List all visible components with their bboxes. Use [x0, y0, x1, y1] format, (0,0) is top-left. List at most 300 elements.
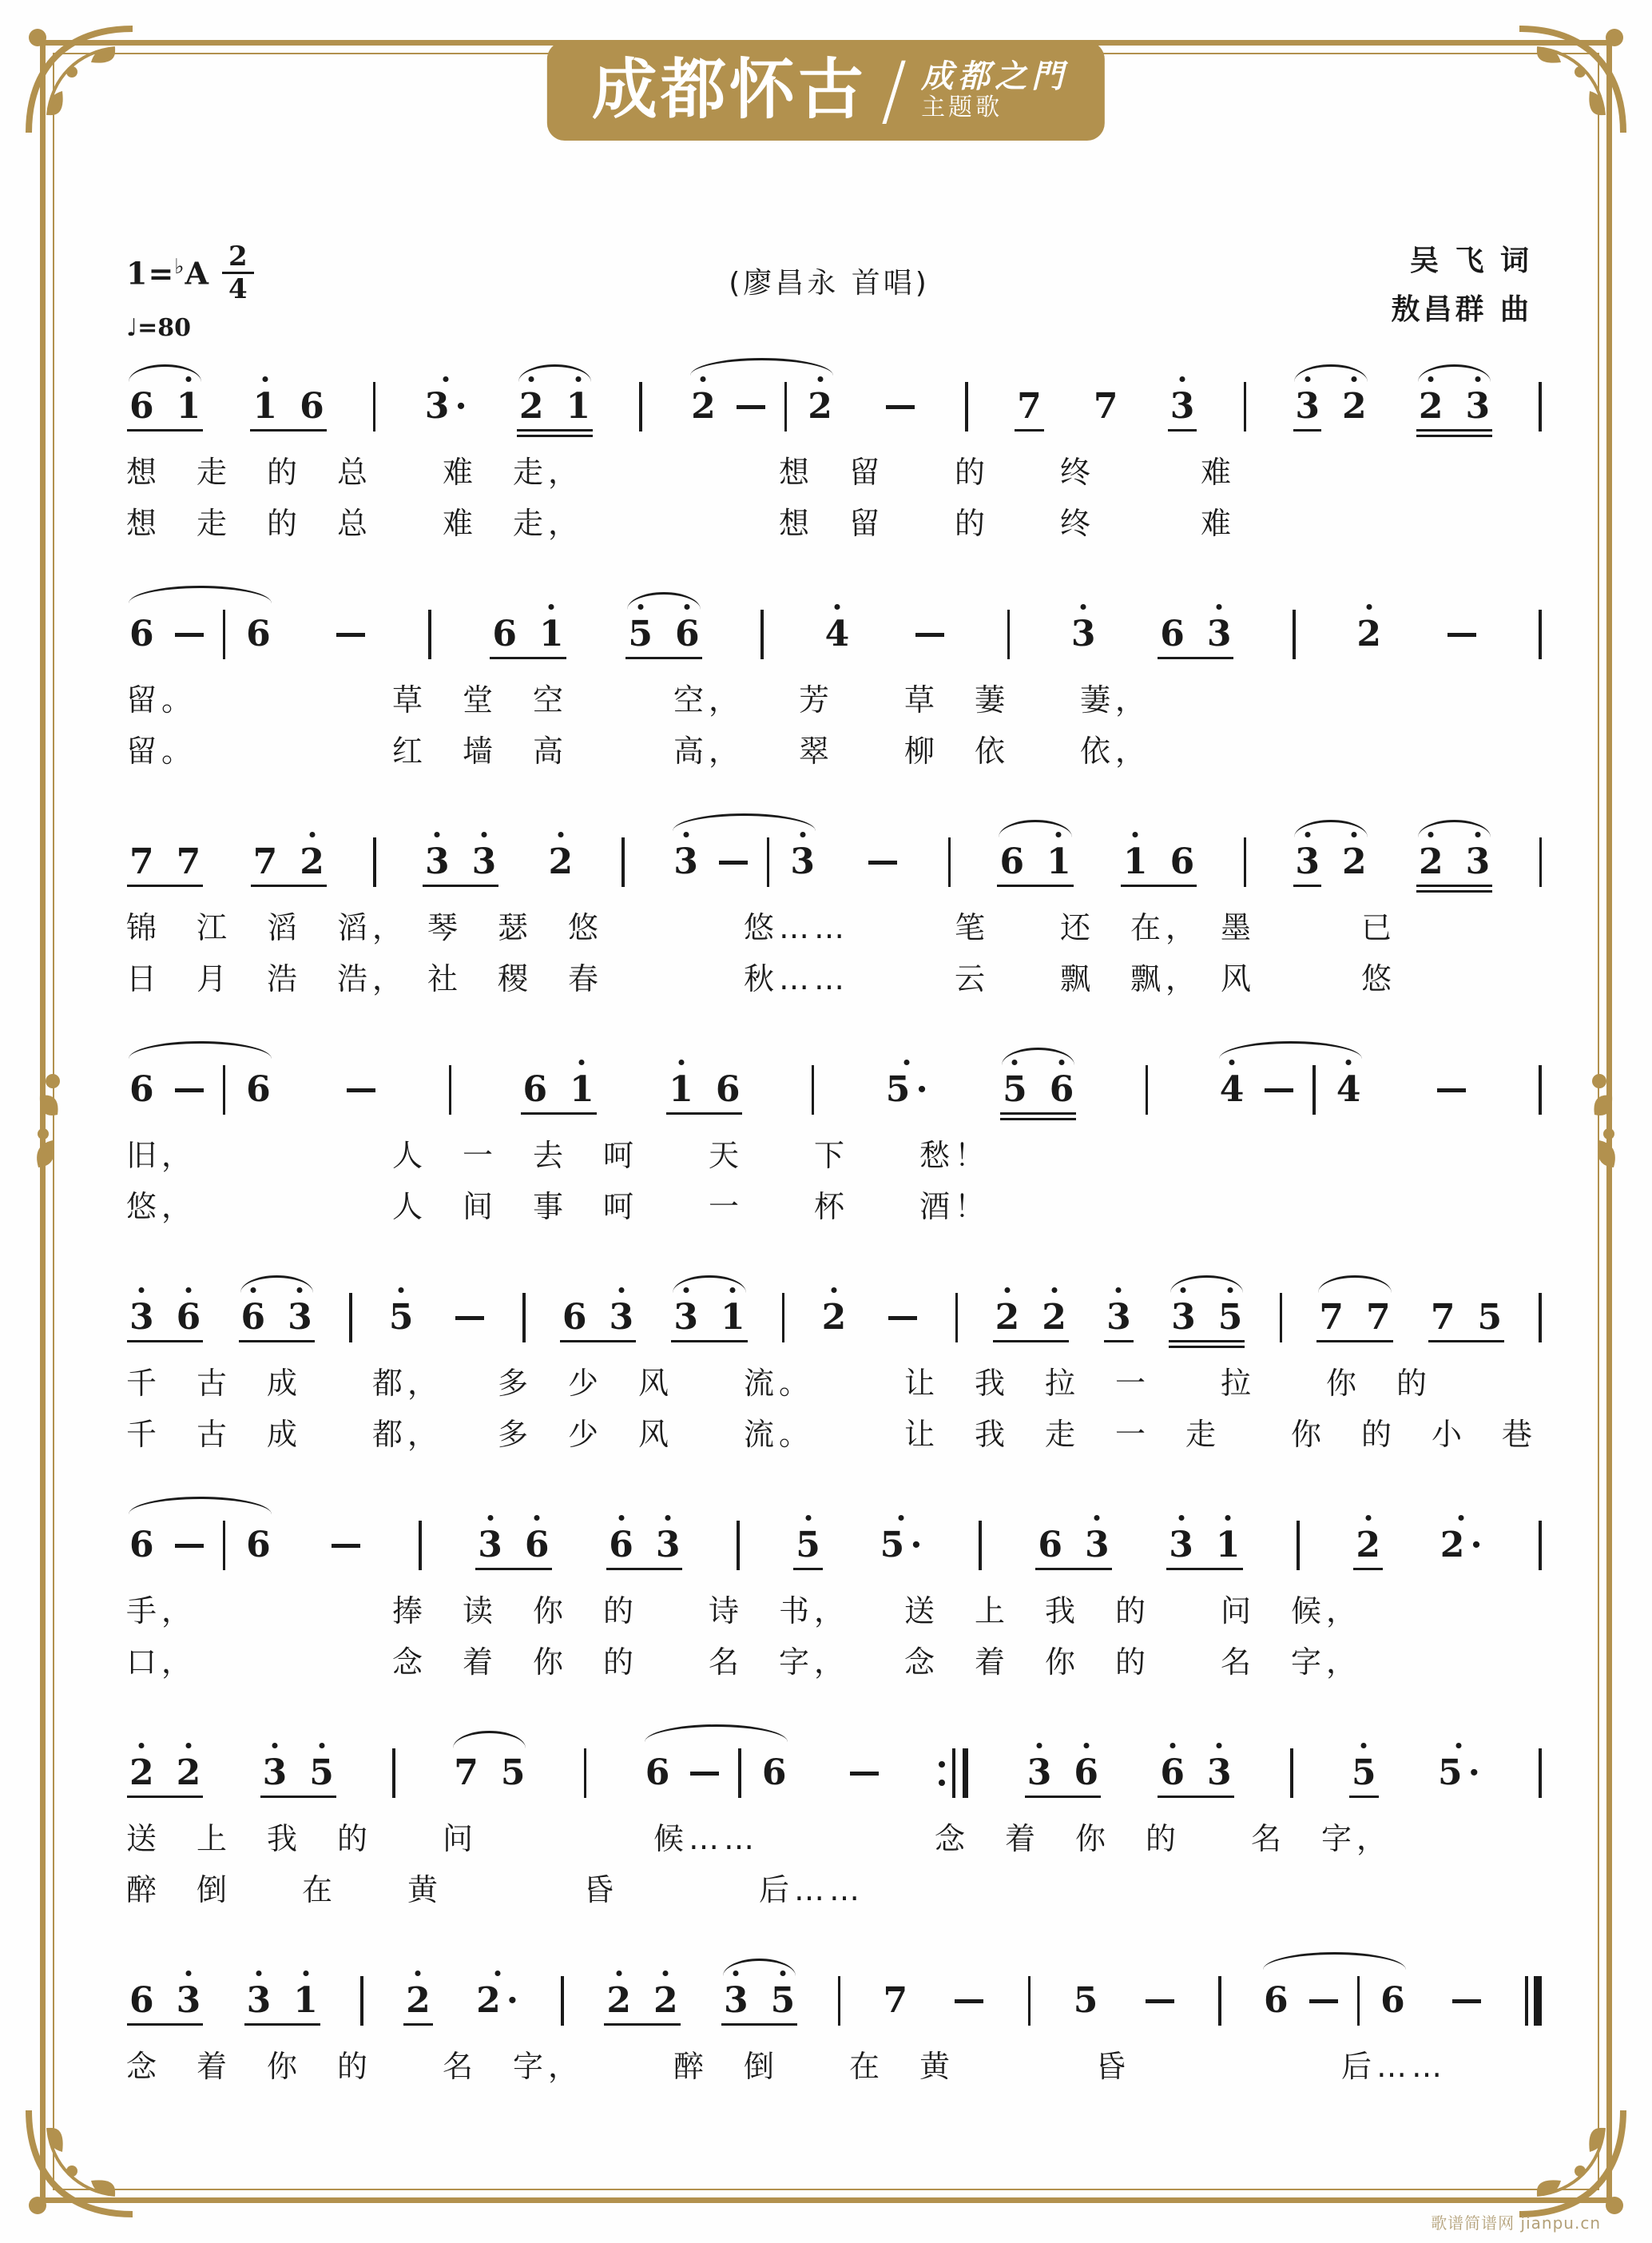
- octave-dot: [800, 832, 805, 837]
- note: 2: [1340, 388, 1368, 425]
- lyric-line-2: 日 月 浩 浩， 社 稷 春 秋…… 云 飘 飘， 风 悠: [126, 960, 1397, 996]
- beam-underline: [993, 1340, 1069, 1343]
- note: 5: [1350, 1755, 1378, 1792]
- note-group: [1316, 1299, 1393, 1336]
- note-group: [260, 1752, 337, 1793]
- note: 3: [1170, 1299, 1197, 1336]
- barline: [621, 837, 625, 887]
- octave-dot: [256, 1971, 261, 1976]
- barline: [419, 1521, 422, 1570]
- note: 2: [1354, 1527, 1382, 1564]
- note-group: [1070, 1980, 1102, 2021]
- watermark-link[interactable]: 歌谱简谱网 jianpu.cn: [1431, 2213, 1601, 2233]
- barline: [449, 1065, 452, 1115]
- barline: [1028, 1976, 1031, 2026]
- note-group: [1292, 388, 1369, 425]
- octave-dot: [1229, 1060, 1235, 1065]
- note: 2 ·: [475, 1983, 520, 2019]
- beam-underline: [1416, 885, 1492, 888]
- lyric-line-1: 锦 江 滔 滔， 琴 瑟 悠 悠…… 笔 还 在， 墨 已: [126, 910, 1397, 945]
- song-title: 成都怀古: [591, 52, 867, 129]
- barline: [812, 1065, 815, 1115]
- barline: [1007, 610, 1011, 659]
- note: 3: [1169, 388, 1197, 425]
- meta-row: [126, 237, 1532, 340]
- octave-dot: [616, 1971, 621, 1976]
- octave-dot: [1365, 1515, 1371, 1521]
- duration-dash: [175, 1088, 204, 1092]
- barline: [1539, 1521, 1542, 1570]
- octave-dot: [303, 1971, 308, 1976]
- beam-underline: [1121, 885, 1197, 888]
- note: 3: [1026, 1755, 1054, 1792]
- note: 6: [300, 386, 324, 427]
- augmentation-dot: ·: [455, 386, 467, 427]
- note-group: [126, 1065, 274, 1115]
- beam-underline: [423, 885, 498, 888]
- repeat-dot: [939, 1761, 945, 1768]
- note: 7: [1430, 1297, 1455, 1338]
- note-group: [670, 1299, 748, 1336]
- slur-arc: [1170, 1275, 1243, 1293]
- note: 6: [1038, 1525, 1062, 1565]
- octave-dot: [817, 376, 823, 382]
- note: 6: [175, 1299, 203, 1336]
- octave-dot: [1178, 1515, 1184, 1521]
- barline: [1539, 1293, 1542, 1342]
- note: 6: [715, 1069, 741, 1110]
- barline: [948, 837, 951, 887]
- barline: [767, 837, 770, 887]
- note-group: [792, 1527, 824, 1564]
- octave-dot: [139, 1743, 145, 1748]
- barline: [1293, 610, 1296, 659]
- barline: [1312, 1065, 1316, 1115]
- corner-flourish-bottom-right: [1511, 2102, 1631, 2222]
- duration-dash: [455, 1316, 484, 1320]
- final-bar-thin: [1525, 1976, 1528, 2026]
- beam-underline: [517, 435, 593, 438]
- beam-underline: [1416, 435, 1492, 438]
- series-subtitle: 主题歌: [921, 93, 1003, 122]
- beam-underline: [1428, 1340, 1504, 1343]
- octave-dot: [663, 1971, 669, 1976]
- lyric-line-1: 千 古 成 都， 多 少 风 流。 让 我 拉 一 拉 你 的: [126, 1366, 1432, 1401]
- note: 3: [672, 1299, 700, 1336]
- duration-dash: [347, 1088, 375, 1092]
- slur-arc: [129, 364, 201, 382]
- slur-arc: [1318, 1275, 1391, 1293]
- beam-underline: [1000, 1118, 1076, 1121]
- note-group: [625, 616, 702, 653]
- octave-dot: [185, 1743, 191, 1748]
- note: 6: [523, 1527, 551, 1564]
- octave-dot: [494, 1971, 500, 1976]
- barline: [1244, 837, 1247, 887]
- octave-dot: [1217, 604, 1222, 610]
- note-group: [999, 1069, 1077, 1110]
- note: 5: [769, 1983, 797, 2019]
- slur-arc: [673, 813, 816, 831]
- barline: [360, 1976, 363, 2026]
- note: 6: [246, 1525, 271, 1565]
- note: 2: [689, 388, 717, 425]
- note-group: [819, 1299, 850, 1336]
- note-group: [642, 1748, 790, 1798]
- octave-dot: [701, 376, 706, 382]
- duration-dash: [1452, 1999, 1481, 2003]
- system-3: [126, 804, 1542, 998]
- duration-dash: [175, 633, 204, 637]
- beam-underline: [490, 657, 566, 660]
- credits: [1391, 237, 1532, 334]
- beam-underline: [1168, 429, 1197, 432]
- note: 3: [788, 844, 816, 881]
- notes-row: [126, 348, 1542, 441]
- beam-underline: [1104, 1340, 1134, 1343]
- barline: [584, 1748, 587, 1798]
- duration-dash: [850, 1772, 879, 1776]
- note: 6: [761, 1752, 787, 1793]
- note-group: [1168, 1299, 1245, 1336]
- beam-underline: [127, 429, 203, 432]
- repeat-dots: [939, 1761, 945, 1786]
- note: 3: [1070, 616, 1098, 653]
- octave-dot: [309, 832, 315, 837]
- time-signature-numerator: 2: [222, 243, 254, 274]
- slur-arc: [645, 1724, 788, 1742]
- system-2: [126, 576, 1542, 770]
- corner-flourish-top-left: [21, 21, 141, 141]
- note-group: [1416, 841, 1493, 882]
- note: 2: [1355, 616, 1383, 653]
- note: 6: [129, 386, 154, 427]
- lyric-line-1: 手， 捧 读 你 的 诗 书， 送 上 我 的 问 候，: [126, 1593, 1362, 1629]
- note: 1: [719, 1299, 747, 1336]
- octave-dot: [487, 1515, 493, 1521]
- beam-underline: [127, 1340, 203, 1343]
- note-group: [1348, 1752, 1380, 1793]
- final-barline: [1525, 1976, 1542, 2026]
- beam-underline: [403, 2023, 433, 2026]
- note-group: [1014, 388, 1045, 425]
- octave-dot: [1170, 1743, 1175, 1748]
- note: 3: [1205, 1755, 1233, 1792]
- note: 7: [883, 1980, 908, 2021]
- note: 7: [129, 841, 154, 882]
- beam-underline: [1035, 1568, 1111, 1571]
- duration-dash: [737, 405, 765, 409]
- note: 3: [654, 1527, 682, 1564]
- octave-dot: [139, 1287, 145, 1293]
- note-group: [403, 1980, 434, 2021]
- barline: [1539, 1748, 1542, 1798]
- note-group: [126, 1521, 274, 1570]
- beam-underline: [475, 1568, 551, 1571]
- barline: [1539, 1065, 1542, 1115]
- note-group: [1435, 1752, 1483, 1793]
- note: 3: [1205, 616, 1233, 653]
- note: 3: [607, 1299, 635, 1336]
- barline: [561, 1976, 564, 2026]
- barline: [428, 610, 431, 659]
- octave-dot: [549, 604, 554, 610]
- octave-dot: [1081, 604, 1086, 610]
- octave-dot: [618, 1287, 624, 1293]
- beam-underline: [1166, 1568, 1242, 1571]
- barline: [1290, 1748, 1293, 1798]
- octave-dot: [1051, 1287, 1057, 1293]
- barline: [349, 1293, 352, 1342]
- note-group: [1353, 616, 1384, 653]
- note: 6: [129, 1980, 154, 2021]
- beam-underline: [260, 1796, 336, 1799]
- octave-dot: [904, 1060, 910, 1065]
- lyric-line-2: 想 走 的 总 难 走， 想 留 的 终 难: [126, 505, 1237, 541]
- duration-dash: [336, 633, 365, 637]
- note: 6: [129, 614, 154, 654]
- final-bar-thick: [1534, 1976, 1542, 2026]
- duration-dash: [1447, 633, 1476, 637]
- beam-underline: [127, 885, 203, 888]
- slur-arc: [129, 1041, 272, 1059]
- note-group: [126, 1752, 204, 1793]
- beam-underline: [127, 1796, 203, 1799]
- note: 1: [1214, 1527, 1242, 1564]
- tempo-marking: ♩=80: [126, 314, 192, 342]
- note: 5: [1073, 1980, 1098, 2021]
- note-group: [688, 382, 836, 431]
- note: 7: [1017, 386, 1042, 427]
- note-group: [1352, 1527, 1384, 1564]
- beam-underline: [1015, 429, 1044, 432]
- barline: [1357, 1976, 1360, 2026]
- notes-row: [126, 576, 1542, 669]
- note-group: [877, 1527, 926, 1564]
- note: 2: [605, 1983, 633, 2019]
- note: 5 ·: [879, 1527, 924, 1564]
- note: 5: [308, 1755, 336, 1792]
- beam-underline: [997, 885, 1073, 888]
- beam-underline: [1169, 1340, 1245, 1343]
- system-6: [126, 1487, 1542, 1681]
- beam-underline: [793, 1568, 823, 1571]
- slur-arc: [1418, 364, 1491, 382]
- note: 6: [645, 1752, 670, 1793]
- note: 1: [292, 1983, 320, 2019]
- lyric-line-2: 醉 倒 在 黄 昏 后……: [126, 1871, 865, 1907]
- note-group: [1068, 616, 1099, 653]
- note: 6: [129, 1525, 154, 1565]
- duration-dash: [332, 1544, 360, 1548]
- note: 6: [1170, 841, 1195, 882]
- octave-dot: [435, 832, 440, 837]
- note: 5: [387, 1299, 415, 1336]
- octave-dot: [415, 1971, 421, 1976]
- note: 5: [500, 1752, 526, 1793]
- beam-underline: [1416, 429, 1492, 432]
- repeat-dot: [939, 1780, 945, 1786]
- note-group: [996, 841, 1074, 882]
- note-group: [880, 1980, 911, 2021]
- note: 7: [1366, 1297, 1391, 1338]
- octave-dot: [1217, 1743, 1222, 1748]
- slur-arc: [129, 1497, 272, 1514]
- notes-row: [126, 1032, 1542, 1124]
- note-group: [1024, 1752, 1102, 1793]
- octave-dot: [1133, 832, 1138, 837]
- note-group: [546, 841, 577, 882]
- note-group: [721, 1980, 798, 2021]
- octave-dot: [1116, 1287, 1122, 1293]
- note: 7: [1093, 386, 1118, 427]
- note: 1: [568, 1072, 596, 1108]
- lyric-line-1: 旧， 人 一 去 呵 天 下 愁！: [126, 1138, 991, 1173]
- octave-dot: [805, 1515, 811, 1521]
- note: 5: [1217, 1299, 1245, 1336]
- duration-dash: [1437, 1088, 1466, 1092]
- note: 6: [607, 1527, 635, 1564]
- system-4: [126, 1032, 1542, 1226]
- octave-dot: [558, 832, 563, 837]
- note: 3: [1083, 1527, 1111, 1564]
- slur-arc: [690, 358, 833, 376]
- note: 1: [667, 1072, 695, 1108]
- note-group: [1103, 1299, 1134, 1336]
- notes-row: [126, 1943, 1542, 2035]
- corner-flourish-bottom-left: [21, 2102, 141, 2222]
- note: 5: [1001, 1072, 1029, 1108]
- note: 6: [240, 1299, 268, 1336]
- note-group: [1261, 1976, 1408, 2026]
- beam-underline: [239, 1340, 315, 1343]
- beam-underline: [671, 1340, 747, 1343]
- beam-underline: [721, 2023, 797, 2026]
- beam-underline: [1000, 1112, 1076, 1116]
- barline: [965, 382, 968, 431]
- note-group: [603, 1980, 681, 2021]
- note-group: [238, 1299, 316, 1336]
- note-group: [473, 1980, 522, 2021]
- note: 6: [1263, 1980, 1289, 2021]
- lyric-line-1: 留。 草 堂 空 空， 芳 草 萋 萋，: [126, 682, 1151, 718]
- note: 1: [565, 388, 593, 425]
- repeat-bar-thick: [963, 1748, 968, 1798]
- note: 2: [547, 844, 575, 881]
- note-group: [126, 841, 204, 882]
- note: 6: [492, 614, 518, 654]
- note-group: [1167, 388, 1198, 425]
- composer-credit: 敖昌群 曲: [1391, 293, 1532, 327]
- augmentation-dot: ·: [1470, 1525, 1483, 1565]
- barline: [737, 1521, 740, 1570]
- note-group: [386, 1299, 417, 1336]
- repeat-barline: [939, 1748, 968, 1798]
- barline: [1539, 610, 1542, 659]
- title-banner: [547, 42, 1105, 141]
- duration-dash: [1309, 1999, 1338, 2003]
- octave-dot: [1094, 1515, 1100, 1521]
- note-group: [606, 1527, 683, 1564]
- note: 6: [1160, 614, 1185, 654]
- octave-dot: [683, 832, 689, 837]
- edge-ornament-right: [1583, 1057, 1628, 1185]
- note: 3: [261, 1755, 289, 1792]
- beam-underline: [1158, 657, 1233, 660]
- duration-dash: [888, 1316, 917, 1320]
- note: 2: [404, 1983, 432, 2019]
- note: 6: [562, 1297, 587, 1338]
- beam-underline: [517, 429, 593, 432]
- note: 4: [824, 616, 852, 653]
- beam-underline: [1025, 1796, 1101, 1799]
- octave-dot: [443, 376, 449, 382]
- note: 2: [652, 1983, 680, 2019]
- note-group: [1120, 841, 1197, 882]
- beam-underline: [1158, 1796, 1233, 1799]
- note: 3: [128, 1299, 156, 1336]
- octave-dot: [1366, 604, 1372, 610]
- system-5: [126, 1259, 1542, 1454]
- octave-dot: [1083, 1743, 1089, 1748]
- note: 5 ·: [884, 1072, 930, 1108]
- note: 6: [246, 1069, 271, 1110]
- note: 7: [176, 841, 201, 882]
- augmentation-dot: ·: [506, 1980, 519, 2021]
- note: 6: [999, 841, 1025, 882]
- note-group: [126, 1299, 204, 1336]
- duration-dash: [955, 1999, 983, 2003]
- octave-dot: [1180, 376, 1185, 382]
- slur-arc: [723, 1959, 796, 1976]
- augmentation-dot: ·: [915, 1069, 928, 1110]
- note: 3: [1293, 388, 1321, 425]
- octave-dot: [185, 1971, 191, 1976]
- slur-arc: [453, 1731, 526, 1748]
- note-group: [126, 388, 204, 425]
- note: 6: [1048, 1072, 1076, 1108]
- octave-dot: [579, 1060, 585, 1065]
- octave-dot: [319, 1743, 324, 1748]
- octave-dot: [1361, 1743, 1367, 1748]
- slur-arc: [518, 364, 591, 382]
- note: 2: [298, 844, 326, 881]
- note-group: [520, 1069, 598, 1110]
- octave-dot: [1037, 1743, 1042, 1748]
- lyric-line-1: 送 上 我 的 问 候…… 念 着 你 的 名 字，: [126, 1821, 1392, 1856]
- time-signature: [222, 243, 254, 303]
- barline: [223, 1521, 226, 1570]
- barline: [979, 1521, 982, 1570]
- note: 3: [1293, 844, 1321, 881]
- barline: [1244, 382, 1247, 431]
- key-signature: 1=♭A: [126, 254, 210, 292]
- augmentation-dot: ·: [910, 1525, 923, 1565]
- note: 3: [175, 1983, 203, 2019]
- duration-dash: [175, 1544, 204, 1548]
- octave-dot: [1459, 1515, 1464, 1521]
- note: 6: [1158, 1755, 1186, 1792]
- octave-dot: [1456, 1743, 1462, 1748]
- lyric-line-2: 悠， 人 间 事 呵 一 杯 酒！: [126, 1188, 991, 1224]
- flat-sign: ♭: [174, 254, 185, 279]
- barline: [1297, 1521, 1300, 1570]
- notes-row: [126, 1715, 1542, 1808]
- note-group: [883, 1069, 931, 1110]
- note: 2: [820, 1299, 848, 1336]
- barline: [223, 610, 226, 659]
- octave-dot: [481, 832, 486, 837]
